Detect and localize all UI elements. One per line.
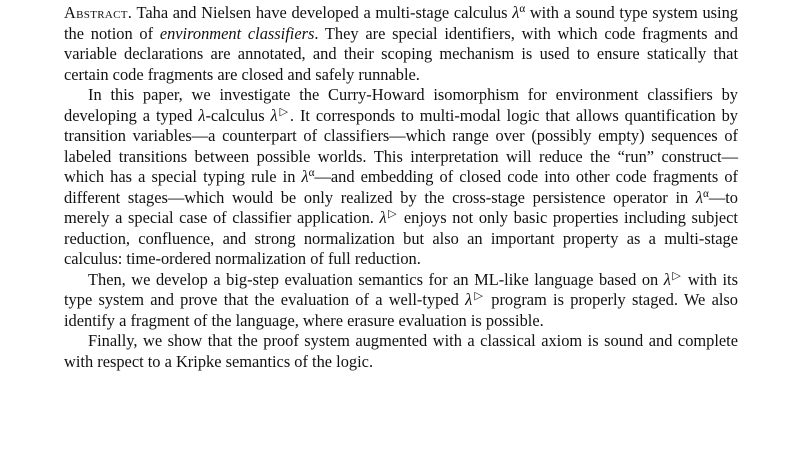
text-run: . It corresponds to multi-modal logic that allows quantification by transition variables—a counterpart of classifiers—which range over (possibly empty) sequences of labeled transitions between possible worlds. This interpretation will reduce the “run” construct—which has a special typing rule in xyxy=(64,105,738,186)
text-run: with a sound type system using the notion of xyxy=(64,3,738,43)
math-superscript: ▷ xyxy=(386,207,399,220)
abstract-section xyxy=(64,3,738,372)
math-superscript: α xyxy=(519,2,526,15)
text-run: enjoys not only basic properties including subject reduction, confluence, and strong normalization but also an important property as a multi-stage calculus: time-ordered normalization of full reduction. xyxy=(64,208,738,268)
math-symbol: λ xyxy=(512,3,520,22)
text-run: Taha and Nielsen have developed a multi-stage calculus xyxy=(132,3,513,22)
math-symbol: λ xyxy=(379,208,387,227)
emphasized-term: environment classifiers xyxy=(159,23,315,43)
math-symbol: λ xyxy=(465,290,473,309)
abstract-heading: Abstract. xyxy=(64,3,133,22)
math-symbol: λ xyxy=(270,105,278,125)
text-run: In this paper, we investigate the Curry-Howard isomorphism for environment classifiers by developing a typed xyxy=(64,85,738,125)
math-superscript: ▷ xyxy=(670,269,683,282)
math-superscript: ▷ xyxy=(472,289,486,302)
text-run: program is properly staged. We also identify a fragment of the language, where erasure evaluation is possible. xyxy=(64,290,738,330)
math-symbol: λ xyxy=(301,167,309,186)
math-symbol: λ xyxy=(663,269,671,289)
math-symbol: λ xyxy=(198,105,206,125)
math-superscript: α xyxy=(703,187,709,200)
text-run: with its type system and prove that the evaluation of a well-typed xyxy=(64,269,738,309)
abstract-paragraph-3 xyxy=(64,270,738,332)
abstract-paragraph-2 xyxy=(64,85,738,270)
abstract-paragraph-4 xyxy=(64,331,738,372)
math-symbol: λ xyxy=(695,187,704,207)
text-run: —and embedding of closed code into other code fragments of different stages—which would be only realized by the cross-stage persistence operator in xyxy=(64,167,738,207)
text-run: —to merely a special case of classifier application. xyxy=(64,187,738,227)
text-run: . They are special identifiers, with which code fragments and variable declarations are annotated, and their scoping mechanism is used to ensure statically that certain code fragments are closed and safely runnable. xyxy=(64,23,738,84)
math-superscript: α xyxy=(308,166,315,179)
text-run: Finally, we show that the proof system augmented with a classical axiom is sound and complete with respect to a Kripke semantics of the logic. xyxy=(64,331,738,371)
text-run: Then, we develop a big-step evaluation semantics for an ML-like language based on xyxy=(88,269,664,289)
text-run: -calculus xyxy=(205,105,271,125)
abstract-paragraph-1 xyxy=(64,3,738,85)
math-superscript: ▷ xyxy=(277,105,290,118)
